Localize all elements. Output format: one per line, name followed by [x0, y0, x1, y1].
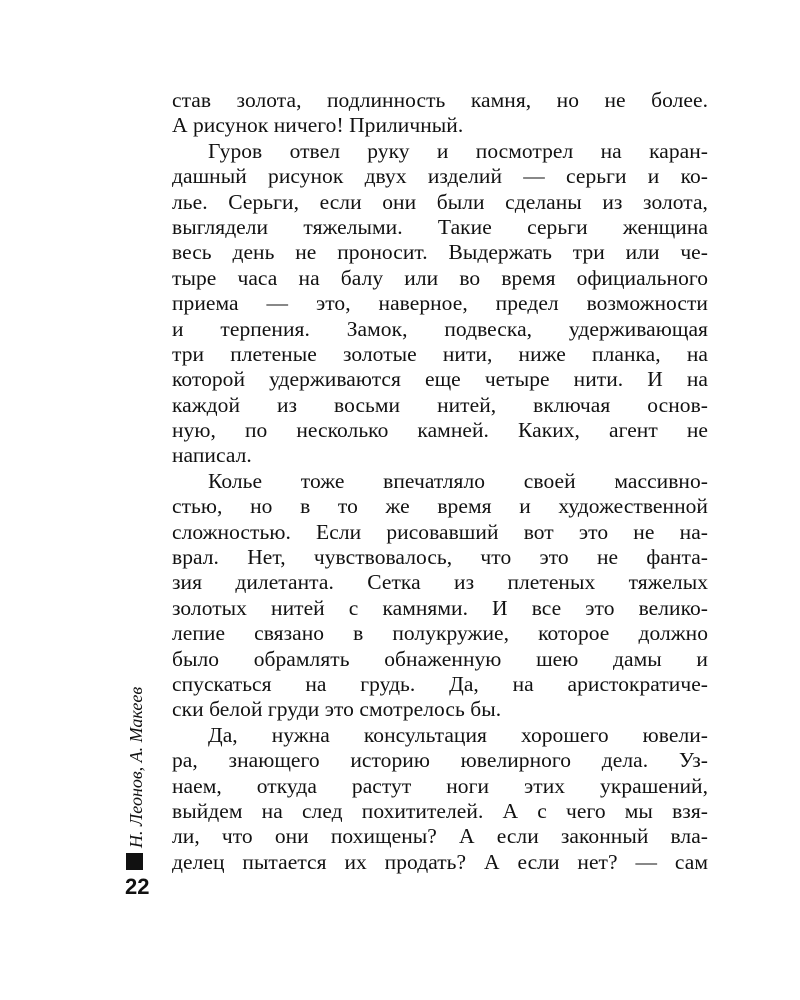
text-line: став золота, подлинность камня, но не более.	[172, 88, 708, 112]
text-line: делец пытается их продать? А если нет? — сам	[172, 849, 708, 874]
text-line: которой удерживаются еще четыре нити. И на	[172, 367, 708, 392]
text-line: Да, нужна консультация хорошего ювели-	[208, 722, 708, 747]
text-line: врал. Нет, чувствовалось, что это не фанта-	[172, 545, 708, 570]
text-line: лепие связано в полукружие, которое должно	[172, 621, 708, 646]
text-line: зия дилетанта. Сетка из плетеных тяжелых	[172, 570, 708, 595]
text-line: Колье тоже впечатляло своей массивно-	[208, 468, 708, 493]
text-line: выглядели тяжелыми. Такие серьги женщина	[172, 214, 708, 239]
text-line: весь день не проносит. Выдержать три или че-	[172, 240, 708, 265]
text-line: и терпения. Замок, подвеска, удерживающая	[172, 316, 708, 341]
text-line: тыре часа на балу или во время официального	[172, 265, 708, 290]
body-text	[172, 88, 708, 875]
text-line: три плетеные золотые нити, ниже планка, на	[172, 341, 708, 366]
page-number: 22	[125, 874, 150, 899]
text-line: лье. Серьги, если они были сделаны из золота,	[172, 189, 708, 214]
text-line: спускаться на грудь. Да, на аристократиче-	[172, 671, 708, 696]
text-line: было обрамлять обнаженную шею дамы и	[172, 646, 708, 671]
text-line: сложностью. Если рисовавший вот это не на-	[172, 519, 708, 544]
text-line: выйдем на след похитителей. А с чего мы взя-	[172, 798, 708, 823]
text-line: приема — это, наверное, предел возможности	[172, 291, 708, 316]
text-line: написал.	[172, 443, 252, 468]
text-line: Гуров отвел руку и посмотрел на каран-	[208, 138, 708, 163]
paragraph	[172, 723, 708, 875]
paragraph	[172, 88, 708, 139]
text-line: А рисунок ничего! Приличный.	[172, 113, 464, 138]
text-line: наем, откуда растут ноги этих украшений,	[172, 773, 708, 798]
text-line: ски белой груди это смотрелось бы.	[172, 697, 502, 722]
author-running-head: Н. Леонов, А. Макеев	[126, 686, 146, 848]
text-line: золотых нитей с камнями. И все это велико-	[172, 595, 708, 620]
text-line: ную, по несколько камней. Каких, агент не	[172, 418, 708, 443]
text-line: ли, что они похищены? А если законный вла-	[172, 824, 708, 849]
text-line: дашный рисунок двух изделий — серьги и ко-	[172, 164, 708, 189]
text-line: ра, знающего историю ювелирного дела. Уз-	[172, 748, 708, 773]
square-marker-icon	[126, 853, 143, 870]
text-line: каждой из восьми нитей, включая основ-	[172, 392, 708, 417]
text-line: стью, но в то же время и художественной	[172, 494, 708, 519]
paragraph	[172, 469, 708, 723]
paragraph	[172, 139, 708, 469]
